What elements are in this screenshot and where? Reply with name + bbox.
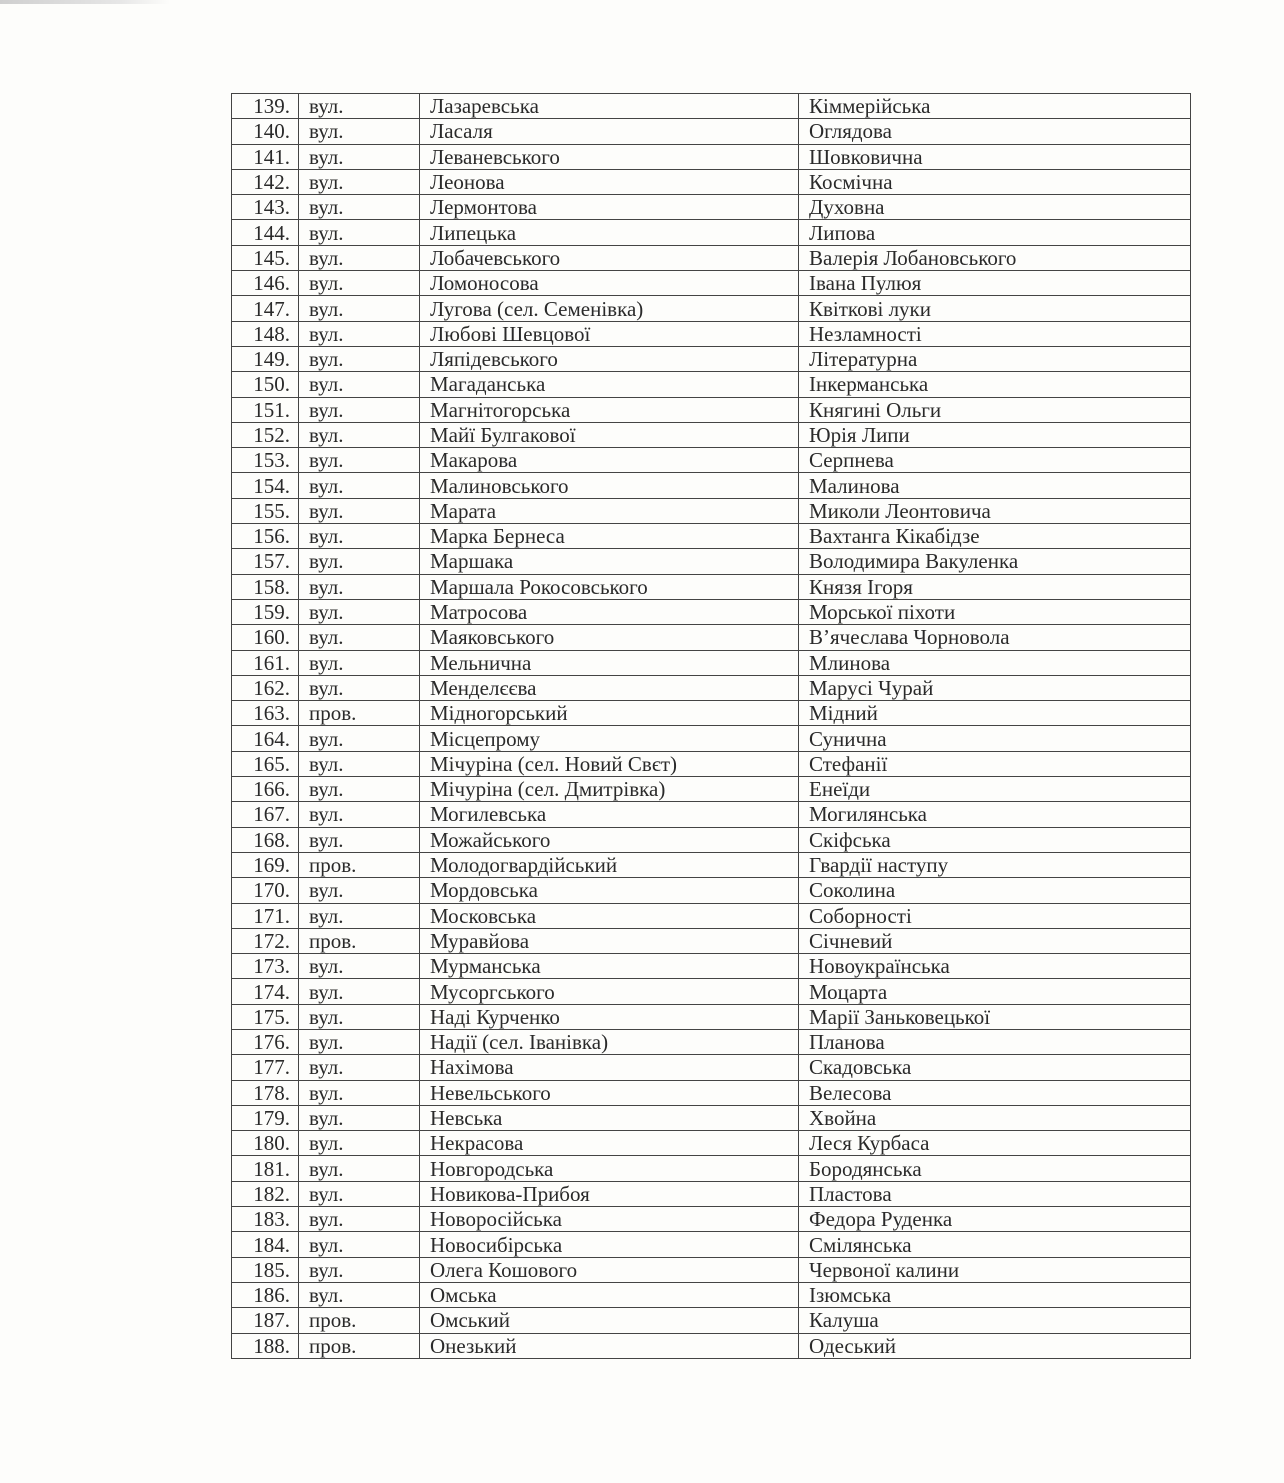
table-row bbox=[232, 422, 1191, 447]
new-name: Князя Ігоря bbox=[799, 574, 1191, 599]
row-number: 143. bbox=[232, 195, 299, 220]
row-number: 168. bbox=[232, 827, 299, 852]
new-name: Млинова bbox=[799, 650, 1191, 675]
row-number: 162. bbox=[232, 675, 299, 700]
new-name: Сунична bbox=[799, 726, 1191, 751]
street-type: пров. bbox=[299, 701, 420, 726]
table-row bbox=[232, 195, 1191, 220]
table-row bbox=[232, 1232, 1191, 1257]
table-row bbox=[232, 1333, 1191, 1358]
table-row bbox=[232, 878, 1191, 903]
street-type: вул. bbox=[299, 1004, 420, 1029]
row-number: 165. bbox=[232, 751, 299, 776]
street-type: вул. bbox=[299, 169, 420, 194]
street-type: вул. bbox=[299, 1105, 420, 1130]
street-type: вул. bbox=[299, 650, 420, 675]
table-row bbox=[232, 802, 1191, 827]
row-number: 157. bbox=[232, 549, 299, 574]
table-row bbox=[232, 726, 1191, 751]
street-type: вул. bbox=[299, 448, 420, 473]
table-row bbox=[232, 245, 1191, 270]
street-type: вул. bbox=[299, 726, 420, 751]
old-name: Маршака bbox=[420, 549, 799, 574]
row-number: 151. bbox=[232, 397, 299, 422]
table-row bbox=[232, 954, 1191, 979]
old-name: Надії (сел. Іванівка) bbox=[420, 1029, 799, 1054]
street-type: вул. bbox=[299, 1207, 420, 1232]
row-number: 178. bbox=[232, 1080, 299, 1105]
row-number: 172. bbox=[232, 928, 299, 953]
new-name: Федора Руденка bbox=[799, 1207, 1191, 1232]
street-type: вул. bbox=[299, 878, 420, 903]
street-type: вул. bbox=[299, 549, 420, 574]
street-type: вул. bbox=[299, 473, 420, 498]
street-type: вул. bbox=[299, 296, 420, 321]
new-name: Інкерманська bbox=[799, 372, 1191, 397]
row-number: 148. bbox=[232, 321, 299, 346]
new-name: Валерія Лобановського bbox=[799, 245, 1191, 270]
street-type: вул. bbox=[299, 777, 420, 802]
new-name: Червоної калини bbox=[799, 1257, 1191, 1282]
new-name: Пластова bbox=[799, 1181, 1191, 1206]
table-row bbox=[232, 1105, 1191, 1130]
row-number: 153. bbox=[232, 448, 299, 473]
table-row bbox=[232, 473, 1191, 498]
table-row bbox=[232, 448, 1191, 473]
new-name: Леся Курбаса bbox=[799, 1131, 1191, 1156]
old-name: Магнітогорська bbox=[420, 397, 799, 422]
table-row bbox=[232, 1029, 1191, 1054]
new-name: Мідний bbox=[799, 701, 1191, 726]
new-name: Шовковична bbox=[799, 144, 1191, 169]
old-name: Марка Бернеса bbox=[420, 524, 799, 549]
row-number: 176. bbox=[232, 1029, 299, 1054]
table-row bbox=[232, 321, 1191, 346]
table-row bbox=[232, 271, 1191, 296]
street-type: вул. bbox=[299, 119, 420, 144]
new-name: Січневий bbox=[799, 928, 1191, 953]
old-name: Некрасова bbox=[420, 1131, 799, 1156]
row-number: 187. bbox=[232, 1308, 299, 1333]
table-row bbox=[232, 1308, 1191, 1333]
old-name: Невська bbox=[420, 1105, 799, 1130]
old-name: Наді Курченко bbox=[420, 1004, 799, 1029]
table-row bbox=[232, 675, 1191, 700]
row-number: 166. bbox=[232, 777, 299, 802]
table-row bbox=[232, 296, 1191, 321]
row-number: 175. bbox=[232, 1004, 299, 1029]
old-name: Леонова bbox=[420, 169, 799, 194]
table-row bbox=[232, 372, 1191, 397]
row-number: 169. bbox=[232, 852, 299, 877]
table-row bbox=[232, 524, 1191, 549]
old-name: Новикова-Прибоя bbox=[420, 1181, 799, 1206]
street-rename-table bbox=[231, 93, 1191, 1359]
new-name: Гвардії наступу bbox=[799, 852, 1191, 877]
table-row bbox=[232, 119, 1191, 144]
street-type: вул. bbox=[299, 524, 420, 549]
row-number: 183. bbox=[232, 1207, 299, 1232]
row-number: 180. bbox=[232, 1131, 299, 1156]
new-name: Духовна bbox=[799, 195, 1191, 220]
row-number: 163. bbox=[232, 701, 299, 726]
new-name: Планова bbox=[799, 1029, 1191, 1054]
old-name: Молодогвардійський bbox=[420, 852, 799, 877]
old-name: Малиновського bbox=[420, 473, 799, 498]
street-type: вул. bbox=[299, 625, 420, 650]
street-type: вул. bbox=[299, 346, 420, 371]
table-row bbox=[232, 1055, 1191, 1080]
street-type: вул. bbox=[299, 220, 420, 245]
old-name: Нахімова bbox=[420, 1055, 799, 1080]
street-type: вул. bbox=[299, 321, 420, 346]
street-type: вул. bbox=[299, 195, 420, 220]
street-type: вул. bbox=[299, 675, 420, 700]
old-name: Можайського bbox=[420, 827, 799, 852]
street-type: вул. bbox=[299, 1257, 420, 1282]
new-name: Кіммерійська bbox=[799, 94, 1191, 119]
row-number: 144. bbox=[232, 220, 299, 245]
old-name: Липецька bbox=[420, 220, 799, 245]
table-row bbox=[232, 220, 1191, 245]
street-type: вул. bbox=[299, 827, 420, 852]
new-name: Могилянська bbox=[799, 802, 1191, 827]
row-number: 154. bbox=[232, 473, 299, 498]
table-row bbox=[232, 346, 1191, 371]
new-name: Княгині Ольги bbox=[799, 397, 1191, 422]
street-type: вул. bbox=[299, 144, 420, 169]
street-type: вул. bbox=[299, 802, 420, 827]
old-name: Менделєєва bbox=[420, 675, 799, 700]
old-name: Любові Шевцової bbox=[420, 321, 799, 346]
row-number: 139. bbox=[232, 94, 299, 119]
row-number: 147. bbox=[232, 296, 299, 321]
old-name: Омський bbox=[420, 1308, 799, 1333]
table-row bbox=[232, 94, 1191, 119]
table-row bbox=[232, 650, 1191, 675]
new-name: Серпнева bbox=[799, 448, 1191, 473]
table-row bbox=[232, 599, 1191, 624]
old-name: Лазаревська bbox=[420, 94, 799, 119]
new-name: Івана Пулюя bbox=[799, 271, 1191, 296]
table-row bbox=[232, 751, 1191, 776]
old-name: Марата bbox=[420, 498, 799, 523]
table-row bbox=[232, 928, 1191, 953]
table-row bbox=[232, 1004, 1191, 1029]
new-name: Космічна bbox=[799, 169, 1191, 194]
old-name: Ляпідевського bbox=[420, 346, 799, 371]
old-name: Мідногорський bbox=[420, 701, 799, 726]
street-type: вул. bbox=[299, 94, 420, 119]
old-name: Ломоносова bbox=[420, 271, 799, 296]
old-name: Маяковського bbox=[420, 625, 799, 650]
new-name: Бородянська bbox=[799, 1156, 1191, 1181]
row-number: 171. bbox=[232, 903, 299, 928]
row-number: 182. bbox=[232, 1181, 299, 1206]
row-number: 167. bbox=[232, 802, 299, 827]
new-name: Одеський bbox=[799, 1333, 1191, 1358]
street-type: вул. bbox=[299, 422, 420, 447]
new-name: Малинова bbox=[799, 473, 1191, 498]
row-number: 173. bbox=[232, 954, 299, 979]
table-row bbox=[232, 903, 1191, 928]
row-number: 179. bbox=[232, 1105, 299, 1130]
new-name: Липова bbox=[799, 220, 1191, 245]
old-name: Маршала Рокосовського bbox=[420, 574, 799, 599]
old-name: Мурманська bbox=[420, 954, 799, 979]
row-number: 185. bbox=[232, 1257, 299, 1282]
street-type: вул. bbox=[299, 1080, 420, 1105]
row-number: 170. bbox=[232, 878, 299, 903]
table-row bbox=[232, 498, 1191, 523]
street-type: вул. bbox=[299, 498, 420, 523]
street-type: вул. bbox=[299, 751, 420, 776]
row-number: 158. bbox=[232, 574, 299, 599]
street-type: вул. bbox=[299, 1131, 420, 1156]
new-name: Смілянська bbox=[799, 1232, 1191, 1257]
new-name: Марії Заньковецької bbox=[799, 1004, 1191, 1029]
street-type: вул. bbox=[299, 1156, 420, 1181]
street-type: вул. bbox=[299, 1232, 420, 1257]
street-type: вул. bbox=[299, 1029, 420, 1054]
new-name: Велесова bbox=[799, 1080, 1191, 1105]
street-type: вул. bbox=[299, 1181, 420, 1206]
new-name: Скадовська bbox=[799, 1055, 1191, 1080]
old-name: Мічуріна (сел. Новий Свєт) bbox=[420, 751, 799, 776]
table-row bbox=[232, 1282, 1191, 1307]
table-row bbox=[232, 979, 1191, 1004]
street-type: вул. bbox=[299, 954, 420, 979]
table-row bbox=[232, 169, 1191, 194]
old-name: Онезький bbox=[420, 1333, 799, 1358]
new-name: Миколи Леонтовича bbox=[799, 498, 1191, 523]
old-name: Матросова bbox=[420, 599, 799, 624]
old-name: Ласаля bbox=[420, 119, 799, 144]
street-type: пров. bbox=[299, 1333, 420, 1358]
row-number: 150. bbox=[232, 372, 299, 397]
row-number: 181. bbox=[232, 1156, 299, 1181]
street-type: вул. bbox=[299, 979, 420, 1004]
street-type: вул. bbox=[299, 372, 420, 397]
old-name: Мічуріна (сел. Дмитрівка) bbox=[420, 777, 799, 802]
table-row bbox=[232, 1080, 1191, 1105]
old-name: Магаданська bbox=[420, 372, 799, 397]
street-type: пров. bbox=[299, 852, 420, 877]
row-number: 184. bbox=[232, 1232, 299, 1257]
row-number: 177. bbox=[232, 1055, 299, 1080]
old-name: Новосибірська bbox=[420, 1232, 799, 1257]
old-name: Мельнична bbox=[420, 650, 799, 675]
table-row bbox=[232, 777, 1191, 802]
row-number: 155. bbox=[232, 498, 299, 523]
table-row bbox=[232, 1257, 1191, 1282]
old-name: Невельського bbox=[420, 1080, 799, 1105]
row-number: 160. bbox=[232, 625, 299, 650]
row-number: 145. bbox=[232, 245, 299, 270]
street-type: вул. bbox=[299, 574, 420, 599]
row-number: 159. bbox=[232, 599, 299, 624]
new-name: Ізюмська bbox=[799, 1282, 1191, 1307]
new-name: Соборності bbox=[799, 903, 1191, 928]
row-number: 164. bbox=[232, 726, 299, 751]
old-name: Макарова bbox=[420, 448, 799, 473]
old-name: Майї Булгакової bbox=[420, 422, 799, 447]
table-row bbox=[232, 1207, 1191, 1232]
street-type: пров. bbox=[299, 1308, 420, 1333]
old-name: Лобачевського bbox=[420, 245, 799, 270]
street-type: вул. bbox=[299, 1055, 420, 1080]
old-name: Леваневського bbox=[420, 144, 799, 169]
new-name: Квіткові луки bbox=[799, 296, 1191, 321]
row-number: 146. bbox=[232, 271, 299, 296]
new-name: Вахтанга Кікабідзе bbox=[799, 524, 1191, 549]
new-name: Володимира Вакуленка bbox=[799, 549, 1191, 574]
street-type: вул. bbox=[299, 1282, 420, 1307]
table-body bbox=[232, 94, 1191, 1359]
street-type: вул. bbox=[299, 271, 420, 296]
new-name: Стефанії bbox=[799, 751, 1191, 776]
row-number: 161. bbox=[232, 650, 299, 675]
row-number: 156. bbox=[232, 524, 299, 549]
old-name: Лугова (сел. Семенівка) bbox=[420, 296, 799, 321]
table-row bbox=[232, 827, 1191, 852]
new-name: Новоукраїнська bbox=[799, 954, 1191, 979]
street-type: вул. bbox=[299, 397, 420, 422]
row-number: 152. bbox=[232, 422, 299, 447]
old-name: Лермонтова bbox=[420, 195, 799, 220]
new-name: Літературна bbox=[799, 346, 1191, 371]
table-row bbox=[232, 397, 1191, 422]
new-name: Оглядова bbox=[799, 119, 1191, 144]
old-name: Мусоргського bbox=[420, 979, 799, 1004]
old-name: Новгородська bbox=[420, 1156, 799, 1181]
new-name: Хвойна bbox=[799, 1105, 1191, 1130]
old-name: Омська bbox=[420, 1282, 799, 1307]
row-number: 141. bbox=[232, 144, 299, 169]
street-type: вул. bbox=[299, 245, 420, 270]
table-row bbox=[232, 625, 1191, 650]
street-type: вул. bbox=[299, 599, 420, 624]
old-name: Мордовська bbox=[420, 878, 799, 903]
table-row bbox=[232, 1131, 1191, 1156]
row-number: 174. bbox=[232, 979, 299, 1004]
new-name: Марусі Чурай bbox=[799, 675, 1191, 700]
old-name: Новоросійська bbox=[420, 1207, 799, 1232]
row-number: 140. bbox=[232, 119, 299, 144]
street-type: вул. bbox=[299, 903, 420, 928]
row-number: 186. bbox=[232, 1282, 299, 1307]
new-name: Морської піхоти bbox=[799, 599, 1191, 624]
table-row bbox=[232, 574, 1191, 599]
table-row bbox=[232, 1181, 1191, 1206]
old-name: Московська bbox=[420, 903, 799, 928]
new-name: Калуша bbox=[799, 1308, 1191, 1333]
new-name: Соколина bbox=[799, 878, 1191, 903]
old-name: Олега Кошового bbox=[420, 1257, 799, 1282]
street-type: пров. bbox=[299, 928, 420, 953]
table-row bbox=[232, 144, 1191, 169]
table-row bbox=[232, 1156, 1191, 1181]
old-name: Муравйова bbox=[420, 928, 799, 953]
table-row bbox=[232, 549, 1191, 574]
new-name: Юрія Липи bbox=[799, 422, 1191, 447]
row-number: 142. bbox=[232, 169, 299, 194]
new-name: В’ячеслава Чорновола bbox=[799, 625, 1191, 650]
scan-edge-shadow bbox=[0, 0, 170, 4]
row-number: 188. bbox=[232, 1333, 299, 1358]
old-name: Могилевська bbox=[420, 802, 799, 827]
row-number: 149. bbox=[232, 346, 299, 371]
new-name: Незламності bbox=[799, 321, 1191, 346]
new-name: Енеїди bbox=[799, 777, 1191, 802]
new-name: Моцарта bbox=[799, 979, 1191, 1004]
new-name: Скіфська bbox=[799, 827, 1191, 852]
old-name: Місцепрому bbox=[420, 726, 799, 751]
table-row bbox=[232, 701, 1191, 726]
table-row bbox=[232, 852, 1191, 877]
